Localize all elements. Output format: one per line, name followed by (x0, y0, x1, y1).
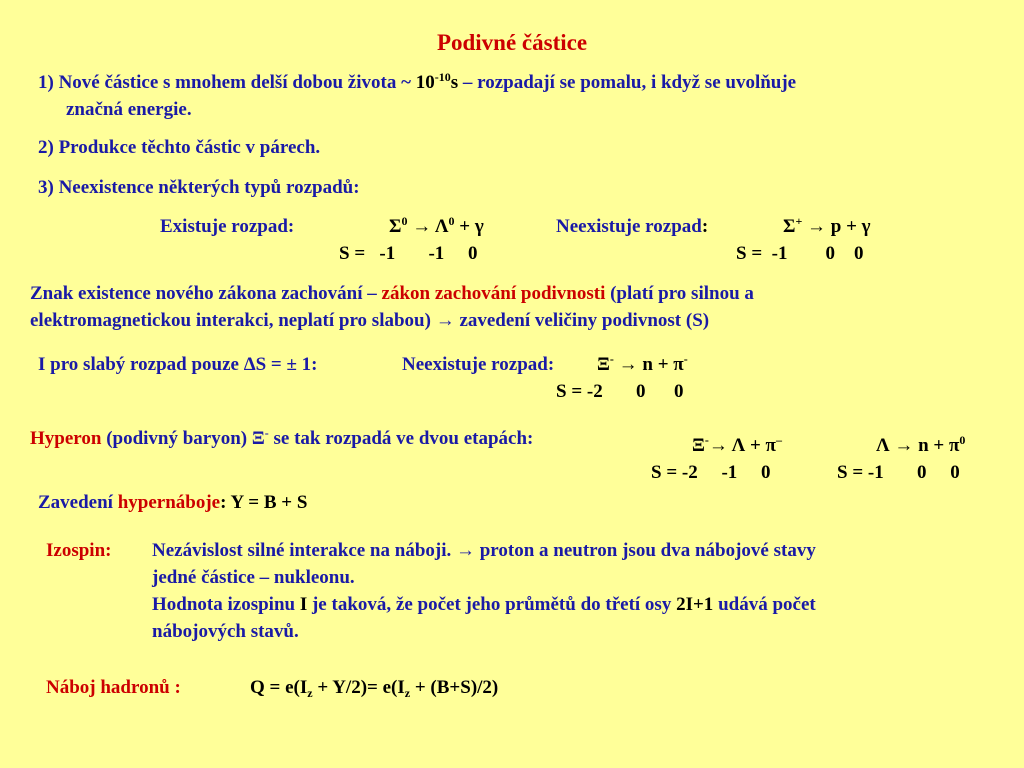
hyperon-step-1-strangeness: S = -2 -1 0 (651, 462, 771, 483)
hyperon-text-b: se tak rozpadá ve dvou etapách: (268, 428, 534, 449)
sigma-charge: 0 (401, 214, 408, 228)
isospin-line-1: Nezávislost silné interakce na náboji. → proton a neutron jsou dva nábojové stavy (152, 540, 816, 561)
xi-charge: - (264, 426, 269, 440)
law-line-1 (30, 283, 754, 305)
hyperon-line (30, 428, 533, 450)
lambda-charge: 0 (448, 214, 455, 228)
point-1-text-a: 1) Nové částice s mnohem delší dobou života ~ (38, 72, 416, 93)
formula-part-2: + Y/2)= e(I (312, 677, 405, 698)
colon: : (701, 216, 709, 237)
point-1-number: 10 (415, 72, 435, 93)
point-3: 3) Neexistence některých typů rozpadů: (38, 177, 360, 198)
pion-charge: – (775, 433, 782, 447)
weak-decay-label: Neexistuje rozpad: (402, 354, 555, 375)
formula-subscript: z (307, 686, 313, 700)
decay-products: → Λ + π (708, 435, 776, 456)
particle-xi: Ξ (597, 354, 610, 375)
particle-xi: Ξ (251, 428, 265, 449)
point-2: 2) Produkce těchto částic v párech. (38, 137, 321, 158)
sigma-charge: + (795, 214, 803, 228)
decay-products: → n + π (613, 354, 684, 375)
decay-not-exists-text: Neexistuje rozpad (556, 216, 702, 237)
decay-exists-equation (389, 216, 484, 238)
xi-charge: - (704, 433, 709, 447)
decay-products: → p + γ (802, 216, 871, 237)
isospin-formula: 2I+1 (676, 594, 714, 615)
decay-not-exists-label (556, 216, 708, 238)
hyperon-step-2-strangeness: S = -1 0 0 (837, 462, 960, 483)
pion-charge: 0 (959, 433, 966, 447)
weak-decay-equation (597, 354, 688, 376)
law-highlight: zákon zachování podivnosti (381, 283, 606, 304)
particle-sigma: Σ (389, 216, 402, 237)
isospin-line-3 (152, 594, 816, 616)
law-line-2: elektromagnetickou interakci, neplatí pro slabou) → zavedení veličiny podivnost (S) (30, 310, 710, 331)
formula-subscript: z (404, 686, 411, 700)
particle-sigma: Σ (783, 216, 796, 237)
decay-not-exists-strangeness: S = -1 0 0 (736, 243, 864, 264)
charge-label: Náboj hadronů : (46, 677, 181, 698)
point-1-exponent: -10 (434, 70, 451, 84)
point-1-line-1 (38, 72, 796, 94)
decay-equation: Λ → n + π (876, 435, 960, 456)
isospin-text-c: je taková, že počet jeho průmětů do třetí osy (307, 594, 677, 615)
decay-products: + γ (454, 216, 484, 237)
isospin-symbol: I (299, 594, 308, 615)
hypercharge-line (38, 492, 307, 514)
decay-exists-strangeness: S = -1 -1 0 (339, 243, 478, 264)
hyperon-word: Hyperon (30, 428, 102, 449)
xi-charge: - (609, 352, 614, 366)
formula-part-3: + (B+S)/2) (410, 677, 499, 698)
isospin-line-4: nábojových stavů. (152, 621, 299, 642)
point-1-unit: s (450, 72, 459, 93)
point-1-line-2: značná energie. (66, 99, 192, 120)
weak-decay-strangeness: S = -2 0 0 (556, 381, 684, 402)
particle-xi: Ξ (692, 435, 705, 456)
law-text-a: Znak existence nového zákona zachování – (30, 283, 382, 304)
isospin-line-2: jedné částice – nukleonu. (152, 567, 355, 588)
charge-formula (250, 677, 498, 699)
isospin-label: Izospin: (46, 540, 112, 561)
point-1-text-b: – rozpadají se pomalu, i když se uvolňuje (458, 72, 797, 93)
decay-exists-label: Existuje rozpad: (160, 216, 295, 237)
law-text-c: (platí pro silnou a (605, 283, 754, 304)
pion-charge: - (683, 352, 688, 366)
hyperon-text-a: (podivný baryon) (101, 428, 252, 449)
isospin-text-e: udává počet (713, 594, 816, 615)
isospin-text-a: Hodnota izospinu (152, 594, 300, 615)
hypercharge-text-a: Zavedení (38, 492, 118, 513)
arrow: → (407, 216, 435, 237)
page-title: Podivné částice (436, 30, 588, 55)
formula-part-1: Q = e(I (250, 677, 308, 698)
hyperon-step-2 (876, 435, 965, 457)
weak-decay-rule: I pro slabý rozpad pouze ΔS = ± 1: (38, 354, 318, 375)
decay-not-exists-equation (783, 216, 871, 238)
hypercharge-term: hypernáboje (117, 492, 221, 513)
hypercharge-formula: : Y = B + S (220, 492, 308, 513)
hyperon-step-1 (692, 435, 782, 457)
particle-lambda: Λ (434, 216, 449, 237)
